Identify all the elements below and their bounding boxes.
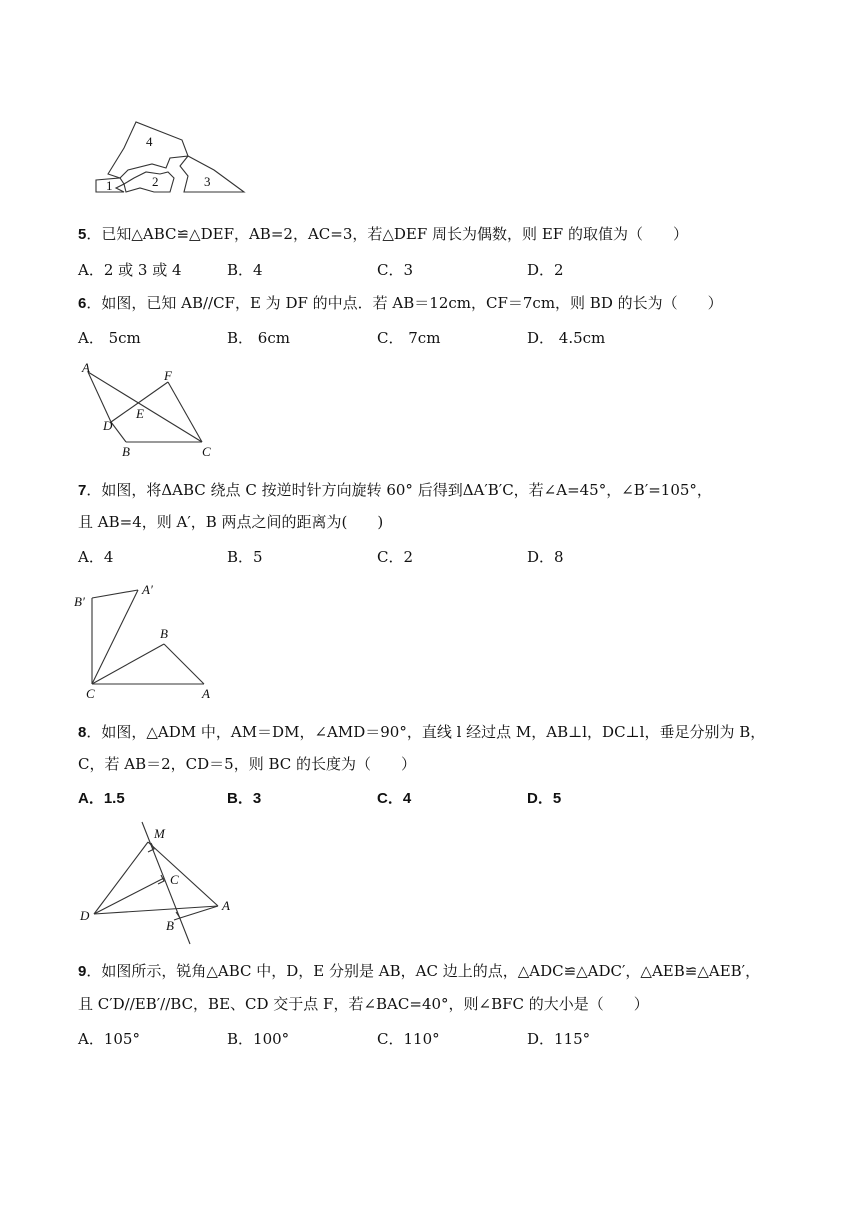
q6-option-d[interactable]: D． 4.5cm bbox=[527, 329, 606, 347]
q5-option-b[interactable]: B．4 bbox=[227, 261, 263, 279]
q7-label-a-prime: A′ bbox=[142, 582, 153, 597]
q8-label-a: A bbox=[222, 898, 230, 913]
q7-option-a[interactable]: A．4 bbox=[78, 548, 114, 566]
q5-option-d[interactable]: D．2 bbox=[527, 261, 564, 279]
q5-option-c[interactable]: C．3 bbox=[377, 261, 414, 279]
piece-label-3: 3 bbox=[204, 174, 211, 189]
q7-label-a: A bbox=[202, 686, 210, 701]
q6-figure bbox=[76, 360, 226, 460]
q7-stem-line2: 且 AB=4，则 A′，B 两点之间的距离为( ) bbox=[78, 513, 384, 531]
q5-option-a[interactable]: A．2 或 3 或 4 bbox=[78, 261, 182, 279]
piece-label-4: 4 bbox=[146, 134, 153, 149]
q5-number: 5 bbox=[78, 226, 87, 243]
q7-label-b-prime: B′ bbox=[74, 594, 85, 609]
q6-label-d: D bbox=[103, 418, 113, 433]
q8-number: 8 bbox=[78, 724, 87, 741]
q7-option-c[interactable]: C．2 bbox=[377, 548, 414, 566]
q6-label-e: E bbox=[136, 406, 144, 421]
q5-text: ．已知△ABC≌△DEF，AB=2，AC=3，若△DEF 周长为偶数，则 EF 的取值为（ ） bbox=[86, 225, 688, 243]
q8-option-d[interactable]: D．5 bbox=[527, 790, 562, 807]
q6-number: 6 bbox=[78, 295, 87, 312]
q8-option-a[interactable]: A．1.5 bbox=[78, 790, 125, 807]
q9-number: 9 bbox=[78, 963, 87, 980]
q9-stem-line2: 且 C′D//EB′//BC，BE、CD 交于点 F，若∠BAC=40°，则∠BFC 的大小是（ ） bbox=[78, 995, 649, 1013]
q6-option-b[interactable]: B． 6cm bbox=[227, 329, 290, 347]
q7-label-c: C bbox=[86, 686, 95, 701]
q7-text-line1: ．如图，将ΔABC 绕点 C 按逆时针方向旋转 60° 后得到ΔA′B′C，若∠A=45°，∠B′=105°， bbox=[86, 481, 712, 499]
q6-option-c[interactable]: C． 7cm bbox=[377, 329, 441, 347]
q6-option-a[interactable]: A． 5cm bbox=[78, 329, 141, 347]
q8-label-m: M bbox=[154, 826, 165, 841]
q6-label-c: C bbox=[202, 444, 211, 459]
q5-stem bbox=[78, 224, 688, 245]
q9-text-line1: ．如图所示，锐角△ABC 中，D，E 分别是 AB，AC 边上的点，△ADC≌△ADC′，△AEB≌△AEB′， bbox=[86, 962, 761, 980]
q9-option-b[interactable]: B．100° bbox=[227, 1030, 290, 1048]
q7-option-b[interactable]: B．5 bbox=[227, 548, 263, 566]
q7-option-d[interactable]: D．8 bbox=[527, 548, 564, 566]
piece-label-2: 2 bbox=[152, 174, 159, 189]
q8-stem-line1 bbox=[78, 722, 765, 743]
q7-number: 7 bbox=[78, 482, 87, 499]
q7-stem-line1 bbox=[78, 480, 712, 501]
q6-text: ．如图，已知 AB//CF，E 为 DF 的中点．若 AB＝12cm，CF＝7cm，则 BD 的长为（ ） bbox=[86, 294, 723, 312]
q7-figure bbox=[72, 578, 222, 702]
q8-label-b: B bbox=[166, 918, 174, 933]
q9-option-d[interactable]: D．115° bbox=[527, 1030, 591, 1048]
q9-stem-line1 bbox=[78, 961, 760, 982]
q6-label-a: A bbox=[82, 360, 90, 375]
q9-option-c[interactable]: C．110° bbox=[377, 1030, 440, 1048]
q6-label-b: B bbox=[122, 444, 130, 459]
q8-option-c[interactable]: C．4 bbox=[377, 790, 412, 807]
q8-stem-line2: C，若 AB＝2，CD＝5，则 BC 的长度为（ ） bbox=[78, 755, 417, 773]
q6-label-f: F bbox=[164, 368, 172, 383]
q8-option-b[interactable]: B．3 bbox=[227, 790, 262, 807]
q8-label-d: D bbox=[80, 908, 90, 923]
q8-text-line1: ．如图，△ADM 中，AM＝DM，∠AMD＝90°，直线 l 经过点 M，AB⊥l，DC⊥l，垂足分别为 B， bbox=[86, 723, 766, 741]
q8-label-c: C bbox=[170, 872, 179, 887]
piece-label-1: 1 bbox=[106, 178, 113, 193]
q6-stem bbox=[78, 293, 723, 314]
q7-label-b: B bbox=[160, 626, 168, 641]
pieces-figure bbox=[88, 112, 253, 198]
q9-option-a[interactable]: A．105° bbox=[78, 1030, 140, 1048]
q8-figure bbox=[76, 818, 246, 948]
